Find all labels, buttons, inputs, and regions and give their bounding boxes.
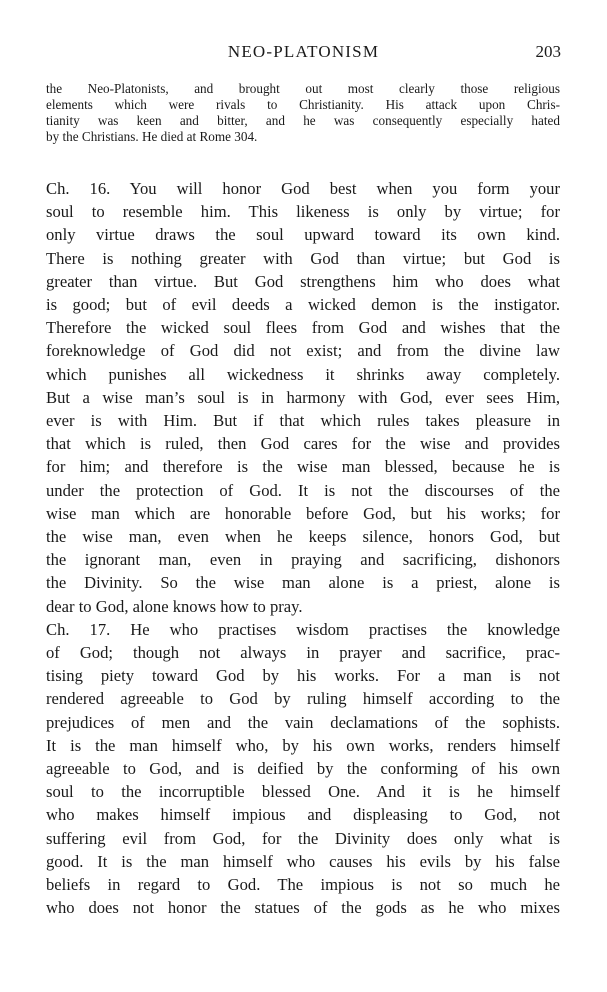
text-line: good. It is the man himself who causes his evils by his false: [46, 851, 560, 871]
text-line: the wise man, even when he keeps silence, honors God, but: [46, 527, 560, 547]
footnote-line: the Neo-Platonists, and brought out most clearly those religious: [46, 81, 560, 96]
text-line: of God; though not always in prayer and sacrifice, prac-: [46, 643, 560, 663]
text-line: foreknowledge of God did not exist; and from the divine law: [46, 341, 560, 361]
text-line: prejudices of men and the vain declamations of the sophists.: [46, 712, 560, 732]
chapter-16-paragraph: [46, 177, 560, 618]
text-line: which punishes all wickedness it shrinks away completely.: [46, 364, 560, 384]
text-line: beliefs in regard to God. The impious is not so much he: [46, 875, 560, 895]
text-line: rendered agreeable to God by ruling himself according to the: [46, 689, 560, 709]
body-text: [46, 177, 560, 920]
footnote: [46, 81, 560, 145]
text-line: for him; and therefore is the wise man blessed, because he is: [46, 457, 560, 477]
running-head-title: NEO-PLATONISM: [227, 42, 380, 61]
text-line: who does not honor the statues of the gods as he who mixes: [46, 898, 560, 918]
text-line: ever is with Him. But if that which rules takes pleasure in: [46, 411, 560, 431]
text-line: There is nothing greater with God than virtue; but God is: [46, 248, 560, 268]
text-line: agreeable to God, and is deified by the conforming of his own: [46, 759, 560, 779]
text-line: tising piety toward God by his works. For a man is not: [46, 666, 560, 686]
text-line: Ch. 17. He who practises wisdom practises the knowledge: [46, 619, 560, 639]
footnote-line: by the Christians. He died at Rome 304.: [46, 129, 258, 144]
text-line: suffering evil from God, for the Divinity does only what is: [46, 828, 560, 848]
text-line: soul to the incorruptible blessed One. And it is he himself: [46, 782, 560, 802]
text-line: the ignorant man, even in praying and sacrificing, dishonors: [46, 550, 560, 570]
text-line: who makes himself impious and displeasing to God, not: [46, 805, 560, 825]
text-line: Ch. 16. You will honor God best when you form your: [46, 179, 560, 198]
footnote-line: tianity was keen and bitter, and he was consequently especially hated: [46, 113, 560, 128]
text-line: dear to God, alone knows how to pray.: [46, 596, 303, 616]
text-line: soul to resemble him. This likeness is only by virtue; for: [46, 202, 560, 222]
text-line: under the protection of God. It is not the discourses of the: [46, 480, 560, 500]
text-line: that which is ruled, then God cares for the wise and provides: [46, 434, 560, 454]
text-line: is good; but of evil deeds a wicked demon is the instigator.: [46, 295, 560, 315]
page-number: 203: [535, 42, 561, 61]
text-line: wise man which are honorable before God, but his works; for: [46, 503, 560, 523]
text-line: greater than virtue. But God strengthens him who does what: [46, 271, 560, 291]
text-line: But a wise man’s soul is in harmony with God, ever sees Him,: [46, 387, 560, 407]
text-line: Therefore the wicked soul flees from God and wishes that the: [46, 318, 560, 338]
footnote-line: elements which were rivals to Christianity. His attack upon Chris-: [46, 97, 560, 112]
text-line: It is the man himself who, by his own works, renders himself: [46, 735, 560, 755]
running-head: [0, 42, 607, 64]
text-line: the Divinity. So the wise man alone is a priest, alone is: [46, 573, 560, 593]
text-line: only virtue draws the soul upward toward its own kind.: [46, 225, 560, 245]
chapter-17-paragraph: [46, 618, 560, 920]
